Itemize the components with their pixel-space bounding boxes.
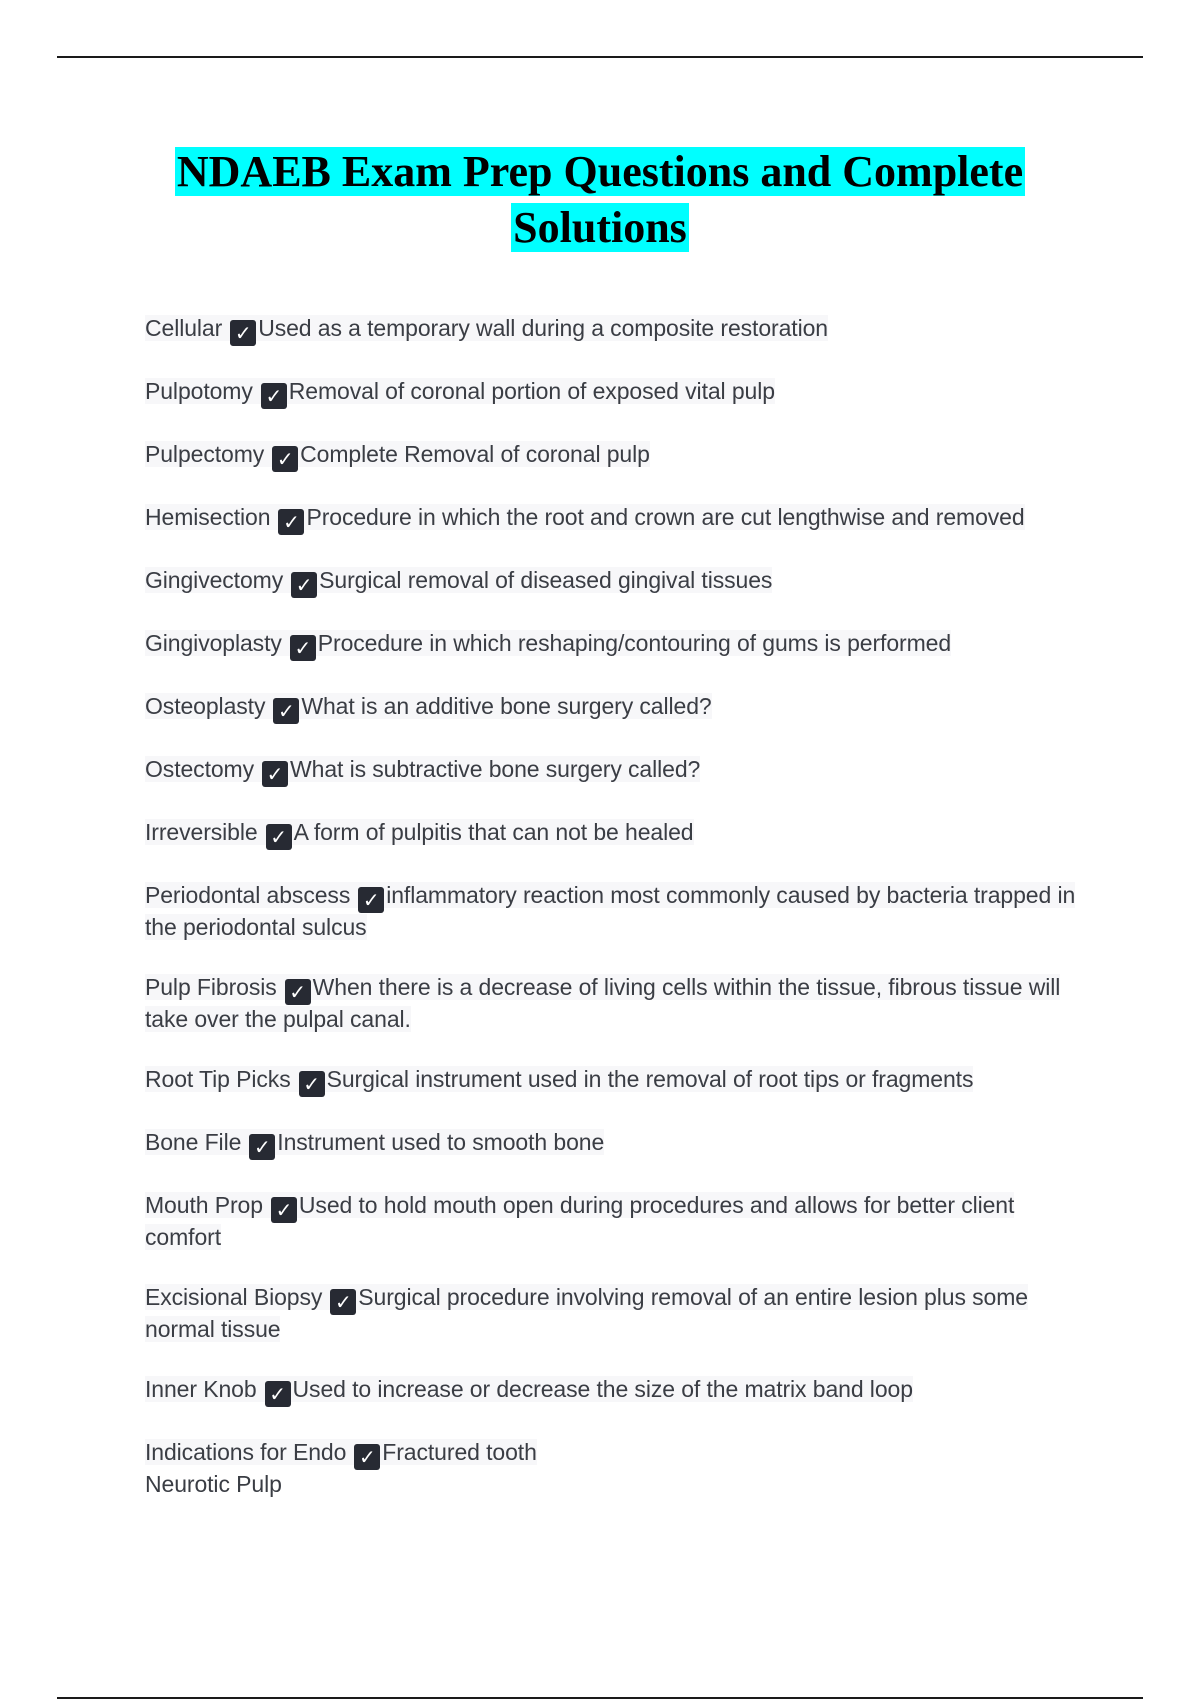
list-item	[145, 818, 1090, 850]
flashcard-list	[145, 314, 1090, 1530]
bottom-rule	[57, 1697, 1143, 1699]
term: Pulp Fibrosis	[145, 974, 277, 1000]
definition-line-2: Neurotic Pulp	[145, 1471, 282, 1497]
definition: Procedure in which the root and crown are cut lengthwise and removed	[306, 504, 1025, 530]
top-rule	[57, 56, 1143, 58]
definition: Fractured tooth	[382, 1439, 537, 1465]
checkmark-icon: ✓	[330, 1289, 356, 1315]
list-item	[145, 314, 1090, 346]
list-item	[145, 755, 1090, 787]
term: Gingivoplasty	[145, 630, 282, 656]
checkmark-icon: ✓	[262, 761, 288, 787]
definition: Surgical procedure involving removal of an entire lesion plus some normal tissue	[145, 1284, 1028, 1342]
term: Root Tip Picks	[145, 1066, 291, 1092]
definition: A form of pulpitis that can not be healed	[293, 819, 694, 845]
term: Cellular	[145, 315, 223, 341]
list-item	[145, 1438, 1090, 1499]
list-item	[145, 1283, 1090, 1344]
checkmark-icon: ✓	[249, 1134, 275, 1160]
checkmark-icon: ✓	[354, 1444, 380, 1470]
checkmark-icon: ✓	[273, 698, 299, 724]
list-item	[145, 973, 1090, 1034]
definition: Used as a temporary wall during a composite restoration	[258, 315, 828, 341]
list-item	[145, 629, 1090, 661]
title-line-2: Solutions	[513, 203, 687, 252]
checkmark-icon: ✓	[261, 383, 287, 409]
definition: Used to hold mouth open during procedures and allows for better client comfort	[145, 1192, 1015, 1250]
checkmark-icon: ✓	[299, 1071, 325, 1097]
list-item	[145, 440, 1090, 472]
checkmark-icon: ✓	[271, 1197, 297, 1223]
page-title	[100, 144, 1100, 256]
term: Periodontal abscess	[145, 882, 351, 908]
term: Mouth Prop	[145, 1192, 263, 1218]
checkmark-icon: ✓	[358, 887, 384, 913]
definition: Surgical instrument used in the removal of root tips or fragments	[326, 1066, 974, 1092]
definition: inflammatory reaction most commonly caused by bacteria trapped in the periodontal sulcus	[145, 882, 1076, 940]
list-item	[145, 566, 1090, 598]
term: Gingivectomy	[145, 567, 284, 593]
list-item	[145, 1191, 1090, 1252]
term: Ostectomy	[145, 756, 255, 782]
checkmark-icon: ✓	[278, 509, 304, 535]
checkmark-icon: ✓	[285, 979, 311, 1005]
list-item	[145, 1128, 1090, 1160]
definition: Procedure in which reshaping/contouring of gums is performed	[317, 630, 952, 656]
definition: Used to increase or decrease the size of the matrix band loop	[292, 1376, 913, 1402]
term: Pulpotomy	[145, 378, 253, 404]
term: Indications for Endo	[145, 1439, 347, 1465]
definition: Instrument used to smooth bone	[277, 1129, 605, 1155]
definition: Removal of coronal portion of exposed vital pulp	[288, 378, 775, 404]
checkmark-icon: ✓	[265, 1381, 291, 1407]
definition: When there is a decrease of living cells within the tissue, fibrous tissue will take over the pulpal canal.	[145, 974, 1061, 1032]
list-item	[145, 1065, 1090, 1097]
list-item	[145, 377, 1090, 409]
definition: Complete Removal of coronal pulp	[300, 441, 650, 467]
list-item	[145, 692, 1090, 724]
definition: Surgical removal of diseased gingival tissues	[319, 567, 773, 593]
checkmark-icon: ✓	[291, 572, 317, 598]
term: Pulpectomy	[145, 441, 265, 467]
checkmark-icon: ✓	[272, 446, 298, 472]
list-item	[145, 881, 1090, 942]
term: Bone File	[145, 1129, 242, 1155]
term: Irreversible	[145, 819, 258, 845]
title-line-1: NDAEB Exam Prep Questions and Complete	[176, 147, 1024, 196]
checkmark-icon: ✓	[290, 635, 316, 661]
checkmark-icon: ✓	[230, 320, 256, 346]
term: Hemisection	[145, 504, 271, 530]
checkmark-icon: ✓	[266, 824, 292, 850]
list-item	[145, 503, 1090, 535]
term: Excisional Biopsy	[145, 1284, 323, 1310]
term: Osteoplasty	[145, 693, 266, 719]
term: Inner Knob	[145, 1376, 257, 1402]
list-item	[145, 1375, 1090, 1407]
definition: What is subtractive bone surgery called?	[290, 756, 701, 782]
definition: What is an additive bone surgery called?	[301, 693, 712, 719]
